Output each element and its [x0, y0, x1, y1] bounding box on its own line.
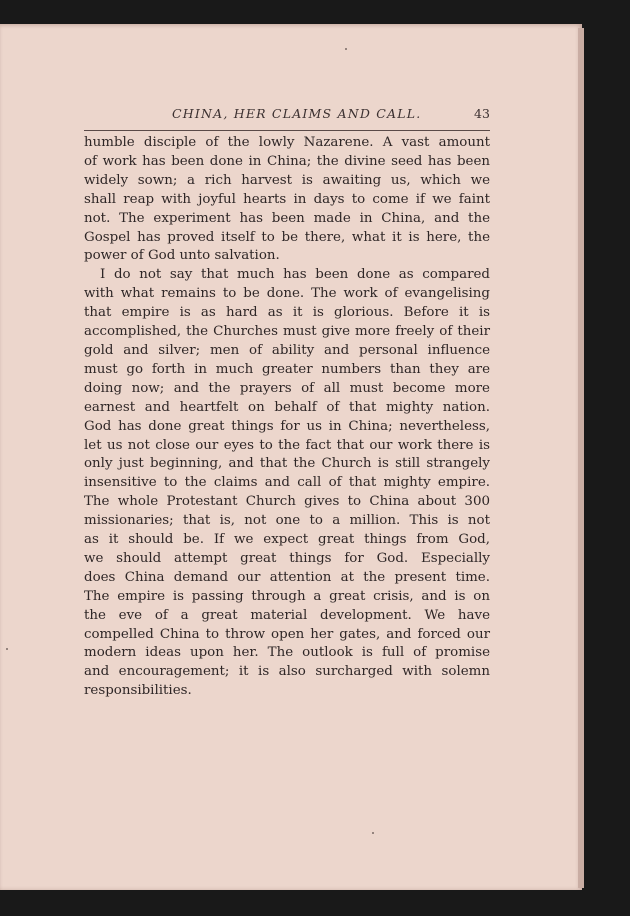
text-line: we should attempt great things for God. Especially [84, 550, 490, 566]
text-line: the eve of a great material development. We have [84, 607, 490, 623]
text-line: and encouragement; it is also surcharged with solemn [84, 664, 490, 680]
text-line: that empire is as hard as it is glorious. Before it is [84, 305, 490, 321]
paper-speck [345, 48, 347, 50]
paper-speck [6, 648, 8, 650]
text-line: gold and silver; men of ability and personal influence [84, 342, 490, 358]
text-line: doing now; and the prayers of all must become more [84, 380, 490, 396]
text-line: of work has been done in China; the divine seed has been [84, 153, 490, 169]
body-text [84, 134, 490, 701]
running-head [0, 106, 630, 126]
text-line: The empire is passing through a great crisis, and is on [84, 588, 490, 604]
page-number: 43 [474, 106, 490, 121]
text-line: Gospel has proved itself to be there, what it is here, the [84, 229, 490, 245]
text-line: humble disciple of the lowly Nazarene. A vast amount [84, 135, 490, 150]
text-line: responsibilities. [84, 683, 192, 699]
text-line: missionaries; that is, not one to a million. This is not [84, 513, 490, 529]
text-line: compelled China to throw open her gates, and forced our [84, 626, 490, 642]
paper-speck [372, 832, 374, 834]
text-line: modern ideas upon her. The outlook is full of promise [84, 645, 490, 661]
text-line: as it should be. If we expect great things from God, [84, 532, 490, 548]
page-edge [578, 28, 584, 888]
text-line: widely sown; a rich harvest is awaiting us, which we [84, 172, 490, 188]
header-rule [84, 130, 490, 131]
text-line: does China demand our attention at the present time. [84, 569, 490, 585]
text-line: God has done great things for us in China; nevertheless, [84, 418, 490, 434]
text-line: let us not close our eyes to the fact that our work there is [84, 437, 490, 453]
text-line: I do not say that much has been done as compared [100, 267, 490, 283]
text-line: earnest and heartfelt on behalf of that mighty nation. [84, 399, 490, 415]
text-line: not. The experiment has been made in China, and the [84, 210, 490, 226]
text-line: with what remains to be done. The work of evangelising [84, 286, 490, 302]
text-line: The whole Protestant Church gives to China about 300 [84, 494, 490, 510]
paragraph [84, 266, 490, 701]
text-line: power of God unto salvation. [84, 248, 280, 264]
text-line: shall reap with joyful hearts in days to come if we faint [84, 191, 490, 207]
text-line: insensitive to the claims and call of that mighty empire. [84, 475, 490, 491]
paragraph [84, 134, 490, 266]
text-line: only just beginning, and that the Church is still strangely [84, 456, 490, 472]
text-line: must go forth in much greater numbers than they are [84, 361, 490, 377]
text-line: accomplished, the Churches must give more freely of their [84, 324, 490, 340]
running-title: CHINA, HER CLAIMS AND CALL. [172, 106, 422, 121]
